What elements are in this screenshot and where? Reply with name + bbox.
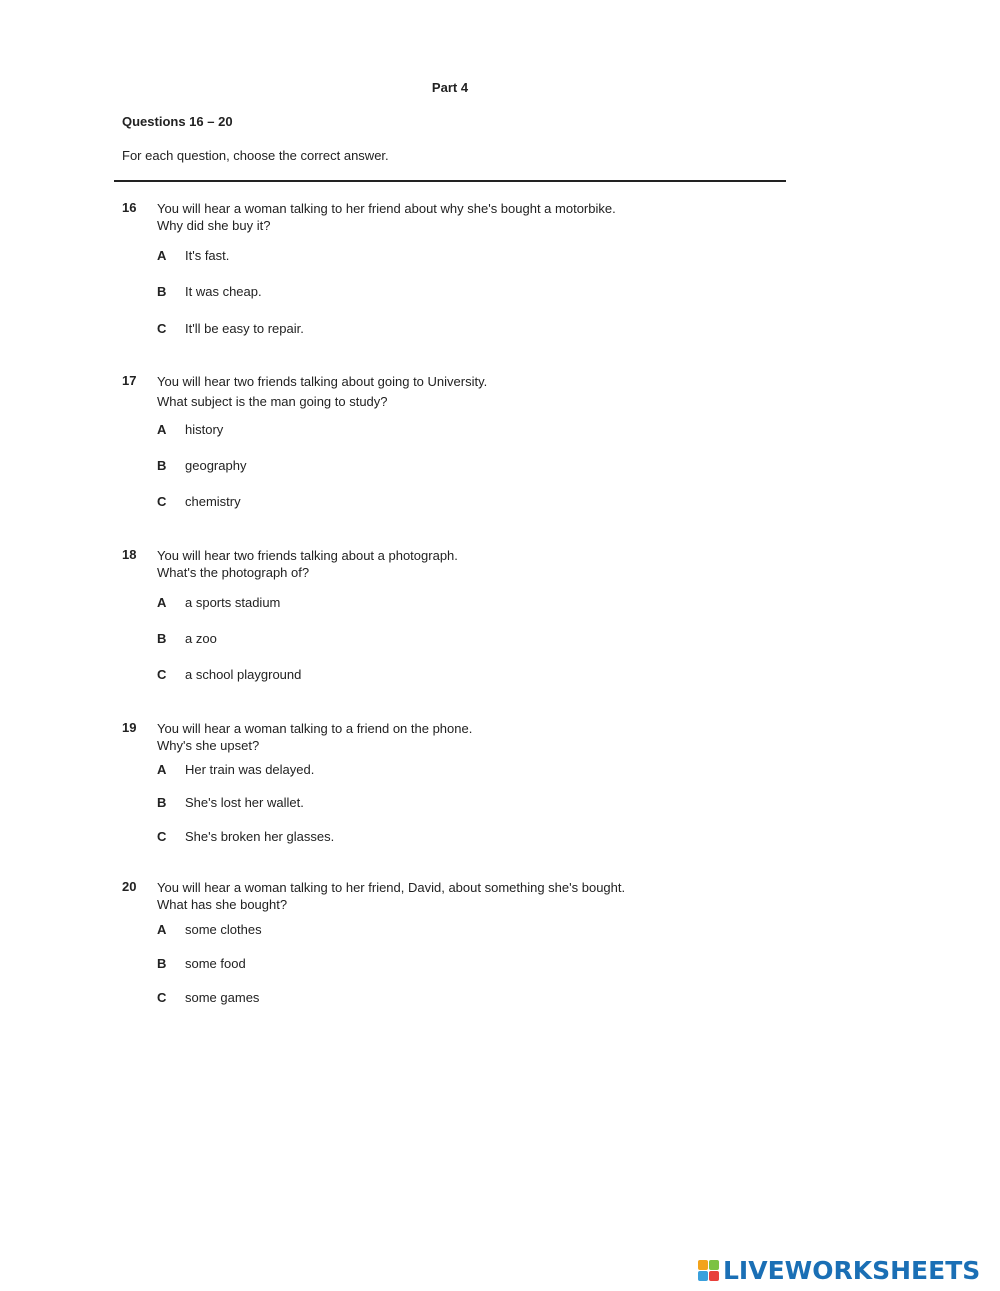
option-a[interactable] xyxy=(157,922,262,937)
option-letter: B xyxy=(157,284,167,299)
logo-block xyxy=(709,1271,719,1281)
option-c[interactable] xyxy=(157,829,334,844)
liveworksheets-logo[interactable] xyxy=(698,1255,980,1285)
option-text: It'll be easy to repair. xyxy=(185,321,304,336)
option-c[interactable] xyxy=(157,321,304,336)
question-line: You will hear two friends talking about going to University. xyxy=(157,374,488,389)
option-letter: A xyxy=(157,595,167,610)
option-c[interactable] xyxy=(157,667,301,682)
option-letter: C xyxy=(157,667,167,682)
option-letter: A xyxy=(157,762,167,777)
option-letter: B xyxy=(157,458,167,473)
logo-block xyxy=(698,1271,708,1281)
question-prompt xyxy=(157,547,458,581)
logo-block xyxy=(709,1260,719,1270)
option-text: She's broken her glasses. xyxy=(185,829,335,844)
question-number: 16 xyxy=(122,200,137,215)
option-text: chemistry xyxy=(185,494,241,509)
option-letter: C xyxy=(157,321,167,336)
question-number: 18 xyxy=(122,547,137,562)
option-letter: A xyxy=(157,248,167,263)
question-line: What has she bought? xyxy=(157,897,288,912)
logo-text: LIVEWORKSHEETS xyxy=(723,1255,981,1285)
option-b[interactable] xyxy=(157,795,304,810)
part-title: Part 4 xyxy=(431,80,469,95)
question-line: What's the photograph of? xyxy=(157,565,310,580)
option-text: geography xyxy=(185,458,247,473)
option-letter: A xyxy=(157,422,167,437)
option-letter: C xyxy=(157,990,167,1005)
option-b[interactable] xyxy=(157,631,217,646)
question-number: 17 xyxy=(122,373,137,388)
divider-line xyxy=(114,180,786,182)
question-prompt xyxy=(157,200,616,234)
question-line: You will hear a woman talking to a friend on the phone. xyxy=(157,721,473,736)
option-text: some games xyxy=(185,990,260,1005)
option-letter: B xyxy=(157,956,167,971)
question-line: You will hear a woman talking to her friend, David, about something she's bought. xyxy=(157,880,626,895)
question-prompt xyxy=(157,373,487,410)
option-c[interactable] xyxy=(157,990,259,1005)
question-line: Why did she buy it? xyxy=(157,218,271,233)
questions-range-heading: Questions 16 – 20 xyxy=(122,114,233,129)
option-a[interactable] xyxy=(157,422,223,437)
option-text: It's fast. xyxy=(185,248,230,263)
option-text: She's lost her wallet. xyxy=(185,795,304,810)
instruction-text: For each question, choose the correct answer. xyxy=(122,148,389,163)
option-letter: C xyxy=(157,494,167,509)
option-a[interactable] xyxy=(157,595,280,610)
logo-blocks-icon xyxy=(698,1260,719,1281)
option-letter: B xyxy=(157,795,167,810)
option-text: Her train was delayed. xyxy=(185,762,315,777)
question-line: You will hear two friends talking about a photograph. xyxy=(157,548,458,563)
option-text: a school playground xyxy=(185,667,302,682)
question-line: What subject is the man going to study? xyxy=(157,394,388,409)
option-a[interactable] xyxy=(157,762,314,777)
option-a[interactable] xyxy=(157,248,229,263)
option-text: It was cheap. xyxy=(185,284,262,299)
question-number: 19 xyxy=(122,720,137,735)
option-c[interactable] xyxy=(157,494,241,509)
option-text: a zoo xyxy=(185,631,217,646)
logo-block xyxy=(698,1260,708,1270)
option-letter: C xyxy=(157,829,167,844)
option-text: some clothes xyxy=(185,922,262,937)
option-text: history xyxy=(185,422,224,437)
option-b[interactable] xyxy=(157,284,262,299)
option-b[interactable] xyxy=(157,458,246,473)
option-b[interactable] xyxy=(157,956,246,971)
option-letter: A xyxy=(157,922,167,937)
question-prompt xyxy=(157,720,472,754)
question-line: You will hear a woman talking to her friend about why she's bought a motorbike. xyxy=(157,201,616,216)
option-text: some food xyxy=(185,956,246,971)
question-number: 20 xyxy=(122,879,137,894)
option-text: a sports stadium xyxy=(185,595,281,610)
option-letter: B xyxy=(157,631,167,646)
question-line: Why's she upset? xyxy=(157,738,260,753)
question-prompt xyxy=(157,879,625,913)
